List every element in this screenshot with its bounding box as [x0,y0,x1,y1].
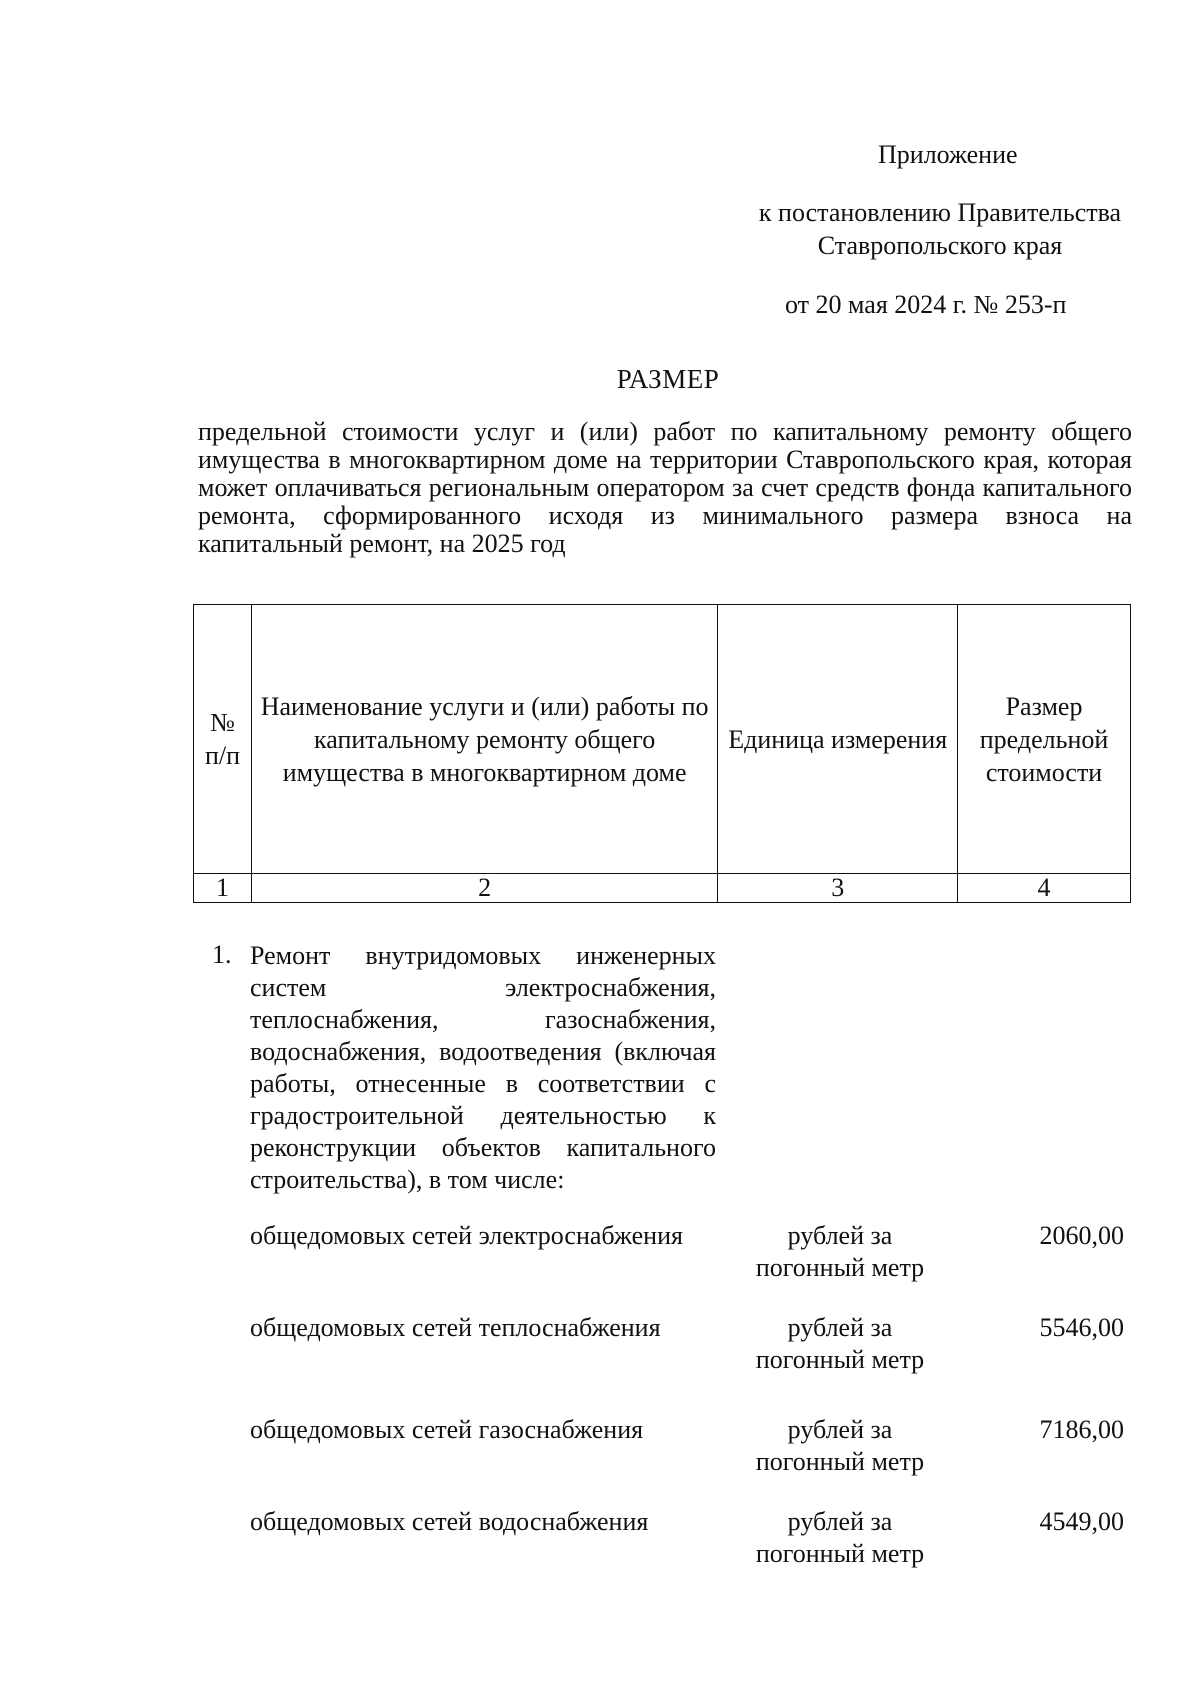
appendix-reference-line: к постановлению Правительства [758,198,1122,227]
header-cell-unit: Единица измерения [718,605,958,874]
appendix-reference [740,196,1140,262]
column-number: 1 [194,874,252,903]
item-value: 4549,00 [1039,1507,1124,1536]
item-unit-line: рублей за [787,1313,893,1342]
header-cell-number: № п/п [194,605,252,874]
item-unit [730,1220,950,1284]
item-unit-line: погонный метр [755,1345,925,1374]
header-cell-name: Наименование услуги и (или) работы по капитальному ремонту общего имущества в многоквартирном доме [251,605,717,874]
item-unit [730,1506,950,1570]
item-unit-line: погонный метр [755,1539,925,1568]
table-header-row [194,605,1131,874]
document-title: РАЗМЕР [616,364,720,394]
document-subtitle: предельной стоимости услуг и (или) работ по капитальному ремонту общего имущества в многоквартирном доме на территории Ставропольского края, которая может оплачиваться региональным оператором за счет средств фонда капитального ремонта, сформированного исходя из минимального размера взноса на капитальный ремонт, на 2025 год [198,417,1132,558]
header-cell-cost: Размер предельной стоимости [958,605,1131,874]
item-name: общедомовых сетей газоснабжения [250,1415,644,1444]
item-unit-line: рублей за [787,1507,893,1536]
item-unit [730,1414,950,1478]
item-unit [730,1312,950,1376]
appendix-reference-line: Ставропольского края [817,231,1063,260]
section-number: 1. [212,940,232,969]
item-name: общедомовых сетей теплоснабжения [250,1313,661,1342]
item-value: 7186,00 [1039,1415,1124,1444]
item-value: 5546,00 [1039,1313,1124,1342]
item-unit-line: погонный метр [755,1253,925,1282]
item-value: 2060,00 [1039,1221,1124,1250]
appendix-title: Приложение [878,140,1018,169]
column-number: 3 [718,874,958,903]
item-name: общедомовых сетей электроснабжения [250,1221,683,1250]
appendix-date: от 20 мая 2024 г. № 253-п [785,290,1067,319]
item-unit-line: погонный метр [755,1447,925,1476]
column-number: 2 [251,874,717,903]
column-number: 4 [958,874,1131,903]
header-table [193,604,1131,903]
item-unit-line: рублей за [787,1415,893,1444]
section-text: Ремонт внутридомовых инженерных систем электроснабжения, теплоснабжения, газоснабжения, водоснабжения, водоотведения (включая работы, отнесенные в соответствии с градостроительной деятельностью к реконструкции объектов капитального строительства), в том числе: [250,941,716,1194]
item-unit-line: рублей за [787,1221,893,1250]
column-number-row [194,874,1131,903]
item-name: общедомовых сетей водоснабжения [250,1507,649,1536]
